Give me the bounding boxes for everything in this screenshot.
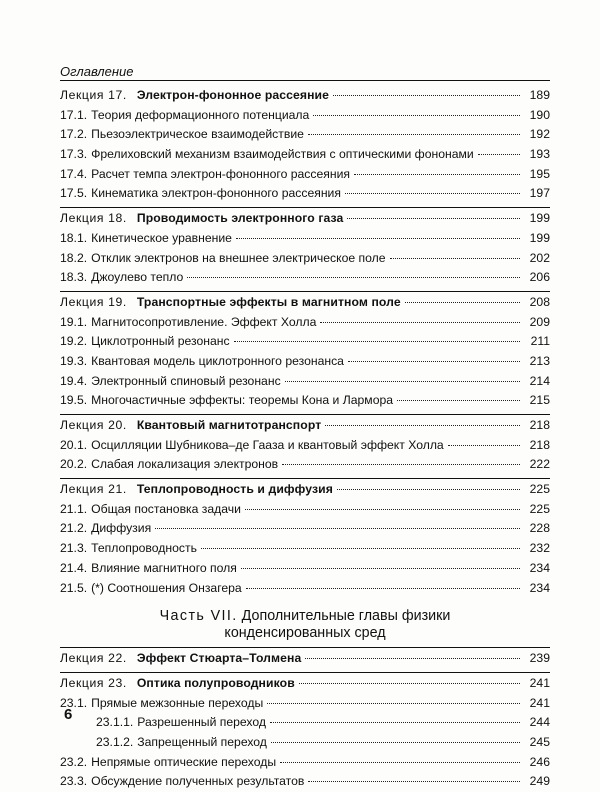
entry-number: 17.2. bbox=[60, 127, 88, 142]
page-number: 225 bbox=[529, 501, 550, 516]
toc-entry-19-1[interactable] bbox=[60, 313, 550, 333]
toc-lecture-18[interactable] bbox=[60, 209, 550, 229]
section-divider bbox=[60, 414, 550, 415]
page-number: 195 bbox=[529, 166, 550, 181]
entry-title: Магнитосопротивление. Эффект Холла bbox=[91, 314, 317, 329]
toc-entry-17-1[interactable] bbox=[60, 106, 550, 126]
entry-number: 20.1. bbox=[60, 437, 88, 452]
page-number: 234 bbox=[529, 580, 550, 595]
toc-entry-21-2[interactable] bbox=[60, 519, 550, 539]
toc-lecture-19[interactable] bbox=[60, 293, 550, 313]
lecture-title: Эффект Стюарта–Толмена bbox=[136, 651, 302, 666]
page-number: 225 bbox=[529, 482, 550, 497]
leader-dots bbox=[155, 528, 520, 529]
section-divider bbox=[60, 478, 550, 479]
entry-title: Электронный спиновый резонанс bbox=[91, 373, 281, 388]
page-number: 241 bbox=[529, 675, 550, 690]
lecture-label: Лекция 21. bbox=[60, 482, 127, 497]
toc-entry-23-1-1[interactable] bbox=[60, 713, 550, 733]
entry-number: 23.1.1. bbox=[96, 715, 134, 730]
entry-number: 23.1. bbox=[60, 695, 88, 710]
entry-title: Запрещенный переход bbox=[137, 734, 267, 749]
page-number: 245 bbox=[529, 734, 550, 749]
part-label: Часть VII. bbox=[159, 608, 238, 625]
section-divider bbox=[60, 647, 550, 648]
toc-lecture-23[interactable] bbox=[60, 674, 550, 694]
part-title-line2: конденсированных сред bbox=[224, 625, 386, 642]
toc-entry-19-5[interactable] bbox=[60, 391, 550, 411]
page-number: 214 bbox=[529, 373, 550, 388]
leader-dots bbox=[282, 464, 520, 465]
toc-entry-17-5[interactable] bbox=[60, 184, 550, 204]
toc-entry-20-2[interactable] bbox=[60, 455, 550, 475]
leader-dots bbox=[236, 238, 520, 239]
leader-dots bbox=[448, 445, 520, 446]
page-number: 241 bbox=[529, 695, 550, 710]
toc-lecture-21[interactable] bbox=[60, 480, 550, 500]
footer-page-number: 6 bbox=[64, 706, 73, 723]
toc-entry-21-3[interactable] bbox=[60, 539, 550, 559]
leader-dots bbox=[333, 95, 520, 96]
lecture-title: Квантовый магнитотранспорт bbox=[136, 418, 322, 432]
page-number: 202 bbox=[529, 250, 550, 265]
entry-title: Слабая локализация электронов bbox=[91, 457, 279, 472]
toc-entry-21-5[interactable] bbox=[60, 579, 550, 599]
leader-dots bbox=[234, 341, 520, 342]
leader-dots bbox=[405, 302, 520, 303]
entry-number: 20.2. bbox=[60, 457, 88, 472]
entry-title: Циклотронный резонанс bbox=[91, 334, 230, 349]
page-number: 213 bbox=[529, 353, 550, 368]
entry-title: Многочастичные эффекты: теоремы Кона и Лармора bbox=[91, 393, 394, 408]
toc-entry-19-4[interactable] bbox=[60, 372, 550, 392]
entry-number: 18.2. bbox=[60, 250, 88, 265]
entry-title: Разрешенный переход bbox=[137, 715, 267, 730]
page-number: 197 bbox=[529, 186, 550, 201]
entry-number: 23.2. bbox=[60, 754, 88, 769]
lecture-title: Электрон-фононное рассеяние bbox=[136, 88, 330, 102]
page-number: 193 bbox=[529, 147, 550, 162]
toc-lecture-20[interactable] bbox=[60, 416, 550, 436]
entry-title: Фрелиховский механизм взаимодействия с оптическими фононами bbox=[91, 147, 474, 162]
page-number: 234 bbox=[529, 560, 550, 575]
page-number: 215 bbox=[529, 393, 550, 408]
toc-entry-19-3[interactable] bbox=[60, 352, 550, 372]
part-title-line1: Дополнительные главы физики bbox=[241, 608, 451, 625]
entry-number: 17.3. bbox=[60, 147, 88, 162]
entry-title: Общая постановка задачи bbox=[91, 501, 241, 516]
leader-dots bbox=[271, 742, 520, 743]
toc-entry-23-2[interactable] bbox=[60, 753, 550, 773]
entry-number: 17.5. bbox=[60, 186, 88, 201]
leader-dots bbox=[308, 781, 520, 782]
entry-number: 19.4. bbox=[60, 373, 88, 388]
leader-dots bbox=[313, 115, 520, 116]
page-number: 244 bbox=[529, 715, 550, 730]
page-number: 209 bbox=[529, 314, 550, 329]
toc-entry-18-3[interactable] bbox=[60, 268, 550, 288]
page-number: 206 bbox=[529, 270, 550, 285]
lecture-label: Лекция 18. bbox=[60, 211, 127, 226]
part-heading[interactable] bbox=[60, 608, 550, 642]
page-number: 199 bbox=[529, 230, 550, 245]
entry-title: Расчет темпа электрон-фононного рассеяния bbox=[91, 166, 351, 181]
entry-title: Квантовая модель циклотронного резонанса bbox=[91, 353, 344, 368]
leader-dots bbox=[246, 588, 520, 589]
leader-dots bbox=[187, 277, 520, 278]
page-number: 239 bbox=[529, 651, 550, 666]
lecture-label: Лекция 22. bbox=[60, 651, 127, 666]
entry-number: 21.3. bbox=[60, 541, 88, 556]
leader-dots bbox=[267, 703, 520, 704]
toc-entry-23-3[interactable] bbox=[60, 772, 550, 792]
page-number: 249 bbox=[529, 774, 550, 789]
entry-title: Джоулево тепло bbox=[91, 270, 184, 285]
page-number: 218 bbox=[529, 437, 550, 452]
toc-lecture-17[interactable] bbox=[60, 86, 550, 106]
page-number: 232 bbox=[529, 541, 550, 556]
entry-title: (*) Соотношения Онзагера bbox=[91, 580, 242, 595]
toc-entry-21-4[interactable] bbox=[60, 559, 550, 579]
entry-title: Отклик электронов на внешнее электрическое поле bbox=[91, 250, 386, 265]
entry-title: Осцилляции Шубникова–де Гааза и квантовый эффект Холла bbox=[91, 437, 444, 452]
toc-entry-17-4[interactable] bbox=[60, 165, 550, 185]
lecture-label: Лекция 20. bbox=[60, 418, 127, 432]
lecture-label: Лекция 23. bbox=[60, 675, 127, 690]
entry-title: Обсуждение полученных результатов bbox=[91, 774, 305, 789]
entry-number: 21.2. bbox=[60, 521, 88, 536]
page-number: 208 bbox=[529, 294, 550, 309]
leader-dots bbox=[354, 174, 520, 175]
leader-dots bbox=[325, 425, 520, 426]
toc-entry-17-2[interactable] bbox=[60, 125, 550, 145]
leader-dots bbox=[390, 258, 520, 259]
leader-dots bbox=[201, 548, 520, 549]
leader-dots bbox=[270, 722, 520, 723]
lecture-title: Теплопроводность и диффузия bbox=[136, 482, 333, 497]
section-divider bbox=[60, 207, 550, 208]
entry-number: 19.2. bbox=[60, 334, 88, 349]
entry-number: 21.5. bbox=[60, 580, 88, 595]
page-number: 189 bbox=[529, 88, 550, 102]
toc-entry-19-2[interactable] bbox=[60, 332, 550, 352]
entry-title: Кинетическое уравнение bbox=[91, 230, 232, 245]
toc-lecture-22[interactable] bbox=[60, 649, 550, 669]
entry-title: Прямые межзонные переходы bbox=[91, 695, 264, 710]
section-divider bbox=[60, 291, 550, 292]
page-number: 218 bbox=[529, 418, 550, 432]
lecture-title: Проводимость электронного газа bbox=[136, 211, 344, 226]
toc-entry-23-1[interactable] bbox=[60, 694, 550, 714]
toc-entry-18-1[interactable] bbox=[60, 229, 550, 249]
entry-title: Диффузия bbox=[91, 521, 152, 536]
entry-title: Влияние магнитного поля bbox=[91, 560, 237, 575]
toc-entry-17-3[interactable] bbox=[60, 145, 550, 165]
entry-title: Кинематика электрон-фононного рассеяния bbox=[91, 186, 341, 201]
leader-dots bbox=[305, 658, 520, 659]
lecture-label: Лекция 19. bbox=[60, 294, 127, 309]
leader-dots bbox=[478, 154, 520, 155]
running-header bbox=[60, 64, 550, 81]
table-of-contents bbox=[60, 86, 550, 792]
entry-number: 23.3. bbox=[60, 774, 88, 789]
leader-dots bbox=[348, 361, 520, 362]
entry-number: 17.1. bbox=[60, 107, 88, 122]
page-number: 192 bbox=[529, 127, 550, 142]
entry-title: Теплопроводность bbox=[91, 541, 197, 556]
entry-title: Теория деформационного потенциала bbox=[91, 107, 310, 122]
page-number: 199 bbox=[529, 211, 550, 226]
leader-dots bbox=[245, 509, 520, 510]
lecture-label: Лекция 17. bbox=[60, 88, 127, 102]
header-title: Оглавление bbox=[60, 64, 134, 79]
page-number: 222 bbox=[529, 457, 550, 472]
entry-title: Непрямые оптические переходы bbox=[91, 754, 277, 769]
entry-number: 21.4. bbox=[60, 560, 88, 575]
page-number: 228 bbox=[529, 521, 550, 536]
entry-number: 19.3. bbox=[60, 353, 88, 368]
page-footer bbox=[64, 706, 72, 723]
section-divider bbox=[60, 672, 550, 673]
leader-dots bbox=[299, 683, 520, 684]
lecture-title: Оптика полупроводников bbox=[136, 675, 295, 690]
leader-dots bbox=[285, 381, 520, 382]
leader-dots bbox=[347, 218, 520, 219]
page-number: 246 bbox=[529, 754, 550, 769]
toc-entry-21-1[interactable] bbox=[60, 500, 550, 520]
entry-number: 19.5. bbox=[60, 393, 88, 408]
lecture-title: Транспортные эффекты в магнитном поле bbox=[136, 294, 401, 309]
entry-number: 19.1. bbox=[60, 314, 88, 329]
page-number: 211 bbox=[530, 334, 550, 349]
toc-entry-20-1[interactable] bbox=[60, 436, 550, 456]
leader-dots bbox=[241, 568, 520, 569]
entry-number: 17.4. bbox=[60, 166, 88, 181]
entry-number: 21.1. bbox=[60, 501, 88, 516]
toc-entry-18-2[interactable] bbox=[60, 249, 550, 269]
leader-dots bbox=[397, 400, 520, 401]
entry-title: Пьезоэлектрическое взаимодействие bbox=[91, 127, 304, 142]
entry-number: 18.1. bbox=[60, 230, 88, 245]
entry-number: 18.3. bbox=[60, 270, 88, 285]
leader-dots bbox=[345, 193, 520, 194]
leader-dots bbox=[337, 489, 520, 490]
leader-dots bbox=[320, 322, 520, 323]
leader-dots bbox=[308, 134, 520, 135]
leader-dots bbox=[280, 762, 520, 763]
entry-number: 23.1.2. bbox=[96, 734, 134, 749]
page-number: 190 bbox=[529, 107, 550, 122]
